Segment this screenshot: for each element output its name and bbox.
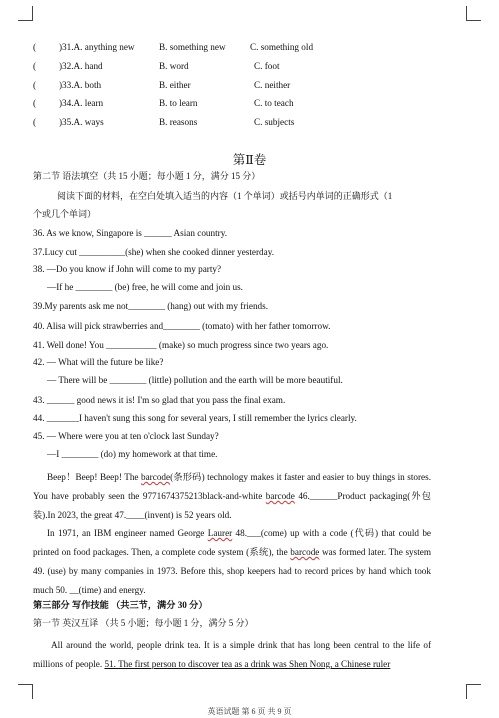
option-b: B. word	[159, 61, 189, 71]
section-heading: 第二节 语法填空（共 15 小题；每小题 1 分，满分 15 分）	[33, 171, 261, 181]
question-item: 44. _______I haven't sung this song for several years, I still remember the lyrics clearly.	[33, 413, 357, 423]
option-a: )35.A. ways	[59, 117, 104, 127]
question-item: 39.My parents ask me not________ (hang) out with my friends.	[33, 301, 269, 311]
option-b: B. to learn	[159, 98, 198, 108]
passage-paragraph	[33, 524, 431, 600]
page-footer: 英语试题 第 6 页 共 9 页	[207, 707, 292, 716]
option-a: )33.A. both	[59, 80, 102, 90]
option-c: C. subjects	[254, 117, 295, 127]
option-b: B. something new	[159, 42, 226, 52]
crop-mark-top-left	[18, 6, 33, 21]
option-b: B. either	[159, 80, 191, 90]
paren: (	[33, 98, 37, 108]
question-item: 45. — Where were you at ten o'clock last Sunday?	[33, 431, 219, 441]
crop-mark-top-right	[466, 6, 481, 21]
paren: (	[33, 42, 37, 52]
question-item: —I ________ (do) my homework at that time.	[47, 449, 218, 459]
section-heading: 第三部分 写作技能 （共三节，满分 30 分）	[33, 600, 208, 610]
section-instruction: 个或几个单词）	[33, 209, 97, 219]
text: Laurer	[207, 528, 233, 538]
question-item: 43. ______ good news it is! I'm so glad that you pass the final exam.	[33, 395, 286, 405]
paren: (	[33, 61, 37, 71]
question-item: — There will be ________ (little) pollution and the earth will be more beautiful.	[47, 375, 343, 385]
option-c: C. foot	[254, 61, 280, 71]
text: 46.______Product packaging(外包装).In 2023, the great 47.____(invent) is 52 years old.	[33, 491, 431, 520]
option-b: B. reasons	[159, 117, 198, 127]
question-item: —If he ________ (be) free, he will come and join us.	[47, 282, 243, 292]
section-instruction: 阅读下面的材料，在空白处填入适当的内容（1 个单词）或括号内单词的正确形式（1	[57, 191, 393, 201]
text: Beep！Beep! Beep! The	[47, 472, 142, 482]
paren: (	[33, 80, 37, 90]
text: barcode	[141, 472, 171, 482]
text: was formed later. The system 49. (use) by many companies in 1973. Before this, shop keepers had to record prices by hand which took much 50. __(time) and energy.	[33, 547, 431, 595]
passage-paragraph	[33, 468, 431, 525]
text: (条形码) technology makes it faster and easier to buy things in stores. You have probably seen the 9771674375213black-and-white	[33, 472, 431, 501]
question-item: 37.Lucy cut __________(she) when she cooked dinner yesterday.	[33, 247, 275, 257]
question-item: 38. —Do you know if John will come to my party?	[33, 264, 222, 274]
text: barcode	[265, 491, 295, 501]
text: 48.___(come) up with a code (代码) that could be printed on food packages. Then, a complete code system (系统), the	[33, 528, 432, 557]
question-item: 40. Alisa will pick strawberries and________ (tomato) with her father tomorrow.	[33, 321, 331, 331]
crop-mark-bottom-right	[466, 684, 481, 699]
question-item: 36. As we know, Singapore is ______ Asian country.	[33, 228, 228, 238]
option-c: C. to teach	[254, 98, 294, 108]
section-heading: 第一节 英汉互译 （共 5 小题；每小题 1 分，满分 5 分）	[33, 618, 254, 628]
option-c: C. something old	[250, 42, 314, 52]
crop-mark-bottom-left	[18, 684, 33, 699]
text: All around the world, people drink tea. It is a simple drink that has long been central to the life of millions of people.	[33, 640, 431, 669]
part-title: 第Ⅱ卷	[232, 153, 267, 167]
option-c: C. neither	[254, 80, 291, 90]
question-item: 41. Well done! You ___________ (make) so much progress since two years ago.	[33, 340, 329, 350]
text: barcode	[290, 547, 320, 557]
question-item: 42. — What will the future be like?	[33, 357, 164, 367]
paren: (	[33, 117, 37, 127]
passage-paragraph	[33, 636, 431, 674]
text: 51. The first person to discover tea as a drink was Shen Nong, a Chinese ruler	[104, 659, 391, 669]
option-a: )32.A. hand	[59, 61, 103, 71]
text: In 1971, an IBM engineer named George	[47, 528, 208, 538]
option-a: )31.A. anything new	[59, 42, 135, 52]
option-a: )34.A. learn	[59, 98, 104, 108]
